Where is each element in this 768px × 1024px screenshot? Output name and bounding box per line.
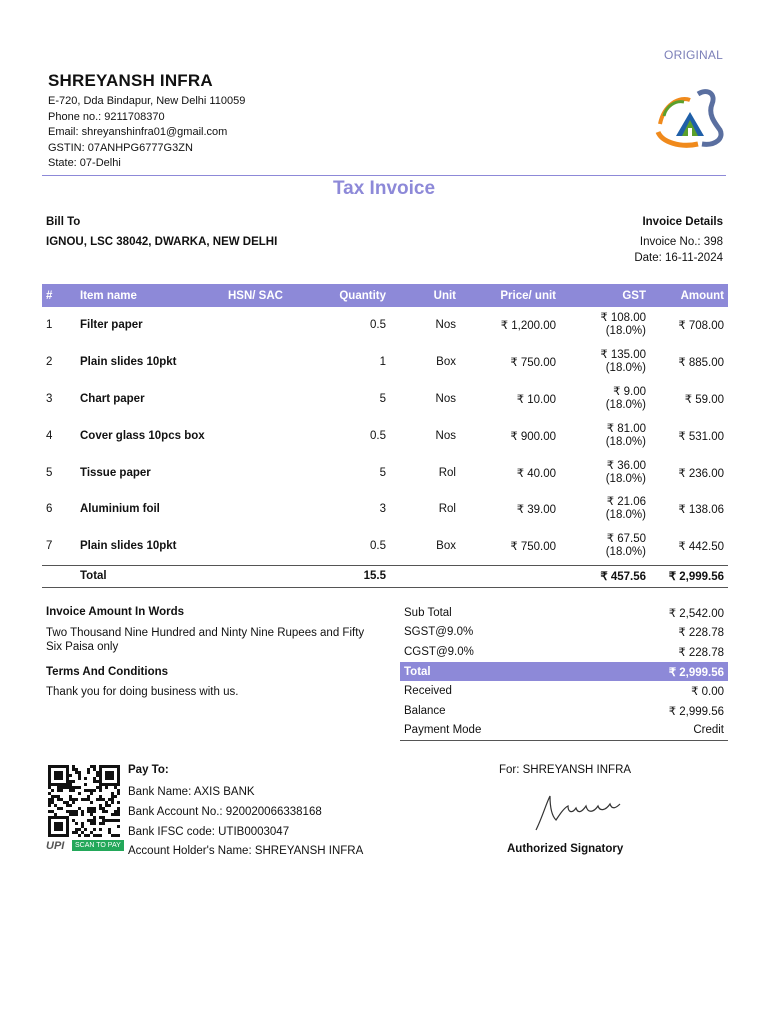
row-item-name: Aluminium foil [80, 503, 160, 516]
row-gst-rate: (18.0%) [605, 435, 646, 448]
table-body [42, 307, 728, 565]
row-amount: ₹ 236.00 [678, 467, 724, 480]
row-amount: ₹ 442.50 [678, 541, 724, 554]
col-quantity: Quantity [302, 284, 390, 307]
table-row [42, 344, 728, 381]
table-row [42, 381, 728, 418]
bill-to-name: IGNOU, LSC 38042, DWARKA, NEW DELHI [46, 236, 278, 248]
row-quantity: 5 [379, 392, 386, 405]
total-label: Total [76, 565, 224, 587]
amount-in-words-text: Two Thousand Nine Hundred and Ninty Nine Rupees and Fifty Six Paisa only [46, 627, 365, 653]
company-phone: Phone no.: 9211708370 [48, 110, 165, 123]
row-hsn [224, 344, 302, 381]
row-amount: ₹ 531.00 [678, 430, 724, 443]
row-price: ₹ 40.00 [516, 467, 556, 480]
terms-label: Terms And Conditions [46, 666, 169, 678]
company-address: E-720, Dda Bindapur, New Delhi 110059 [48, 95, 246, 107]
row-hsn [224, 491, 302, 528]
company-gstin: GSTIN: 07ANHPG6777G3ZN [48, 141, 193, 154]
authorized-signatory-label: Authorized Signatory [507, 843, 624, 855]
row-gst-rate: (18.0%) [605, 362, 646, 375]
row-amount: ₹ 885.00 [678, 357, 724, 370]
row-unit: Box [436, 540, 456, 553]
signature-image [528, 790, 626, 836]
row-hsn [224, 528, 302, 565]
row-index: 4 [46, 429, 53, 442]
row-hsn [224, 417, 302, 454]
total-amount: ₹ 2,999.56 [650, 565, 728, 587]
row-price: ₹ 10.00 [516, 393, 556, 406]
signatory-company: For: SHREYANSH INFRA [499, 764, 632, 776]
row-gst [560, 528, 650, 565]
row-item-name: Tissue paper [80, 466, 151, 479]
row-gst [560, 417, 650, 454]
col-index: # [42, 284, 76, 307]
summary-cgst: CGST@9.0% ₹ 228.78 [404, 645, 724, 659]
row-quantity: 0.5 [370, 540, 386, 553]
row-gst-amount: ₹ 36.00 [606, 459, 646, 472]
total-gst: ₹ 457.56 [560, 565, 650, 587]
company-name: SHREYANSH INFRA [48, 71, 213, 90]
table-row [42, 454, 728, 491]
row-gst-amount: ₹ 135.00 [600, 349, 646, 362]
scan-to-pay-badge: SCAN TO PAY [72, 840, 124, 851]
bank-ifsc: Bank IFSC code: UTIB0003047 [128, 825, 290, 838]
row-gst-amount: ₹ 67.50 [606, 533, 646, 546]
col-hsn: HSN/ SAC [224, 284, 302, 307]
company-logo [654, 86, 726, 152]
table-header-row [42, 284, 728, 307]
row-unit: Nos [435, 429, 456, 442]
row-quantity: 5 [379, 466, 386, 479]
row-gst [560, 381, 650, 418]
row-amount: ₹ 59.00 [684, 393, 724, 406]
col-item-name: Item name [76, 284, 224, 307]
row-amount: ₹ 708.00 [678, 320, 724, 333]
row-quantity: 0.5 [370, 319, 386, 332]
row-hsn [224, 381, 302, 418]
summary-subtotal: Sub Total ₹ 2,542.00 [404, 606, 724, 620]
row-index: 7 [46, 540, 53, 553]
summary-total: Total ₹ 2,999.56 [400, 662, 728, 682]
row-quantity: 3 [379, 503, 386, 516]
row-item-name: Chart paper [80, 392, 145, 405]
row-gst-rate: (18.0%) [605, 325, 646, 338]
row-index: 3 [46, 392, 53, 405]
row-price: ₹ 750.00 [510, 541, 556, 554]
summary-payment-mode: Payment Mode Credit [400, 721, 728, 742]
header-divider [42, 175, 726, 176]
row-gst-amount: ₹ 81.00 [606, 422, 646, 435]
bank-account-number: Bank Account No.: 920020066338168 [128, 805, 322, 818]
summary-received: Received ₹ 0.00 [404, 685, 724, 699]
row-price: ₹ 39.00 [516, 504, 556, 517]
row-amount: ₹ 138.06 [678, 504, 724, 517]
row-unit: Rol [438, 503, 456, 516]
row-gst [560, 344, 650, 381]
row-item-name: Plain slides 10pkt [80, 540, 177, 553]
terms-text: Thank you for doing business with us. [46, 686, 239, 698]
row-index: 6 [46, 503, 53, 516]
company-email: Email: shreyanshinfra01@gmail.com [48, 126, 228, 138]
row-index: 2 [46, 356, 53, 369]
row-gst-rate: (18.0%) [605, 472, 646, 485]
row-item-name: Plain slides 10pkt [80, 356, 177, 369]
row-gst-amount: ₹ 21.06 [606, 496, 646, 509]
company-info [48, 94, 245, 172]
row-gst-amount: ₹ 108.00 [600, 312, 646, 325]
row-index: 1 [46, 319, 53, 332]
company-state: State: 07-Delhi [48, 157, 121, 169]
row-price: ₹ 1,200.00 [500, 320, 556, 333]
row-gst [560, 454, 650, 491]
account-holder: Account Holder's Name: SHREYANSH INFRA [128, 845, 364, 858]
summary-panel [400, 603, 728, 741]
row-quantity: 1 [379, 356, 386, 369]
payment-qr-code [46, 765, 122, 837]
bank-name: Bank Name: AXIS BANK [128, 786, 255, 798]
summary-sgst: SGST@9.0% ₹ 228.78 [404, 626, 724, 640]
col-unit: Unit [390, 284, 460, 307]
col-amount: Amount [650, 284, 728, 307]
row-quantity: 0.5 [370, 429, 386, 442]
upi-logo: UPI [46, 840, 65, 852]
row-index: 5 [46, 466, 53, 479]
amount-in-words-label: Invoice Amount In Words [46, 606, 185, 618]
table-total-row [42, 565, 728, 587]
row-item-name: Filter paper [80, 319, 143, 332]
row-unit: Box [436, 356, 456, 369]
row-unit: Rol [438, 466, 456, 479]
row-hsn [224, 307, 302, 344]
row-gst-rate: (18.0%) [605, 398, 646, 411]
row-gst-amount: ₹ 9.00 [613, 385, 646, 398]
invoice-details-label: Invoice Details [642, 216, 723, 228]
table-row [42, 528, 728, 565]
items-table [42, 284, 728, 588]
row-hsn [224, 454, 302, 491]
pay-to-label: Pay To: [128, 764, 169, 776]
invoice-date: Date: 16-11-2024 [634, 252, 723, 264]
table-row [42, 417, 728, 454]
row-gst-rate: (18.0%) [605, 509, 646, 522]
total-quantity: 15.5 [302, 565, 390, 587]
col-gst: GST [560, 284, 650, 307]
row-gst [560, 491, 650, 528]
table-row [42, 491, 728, 528]
row-item-name: Cover glass 10pcs box [80, 429, 205, 442]
col-price: Price/ unit [460, 284, 560, 307]
bank-details [128, 783, 363, 862]
copy-type-label: ORIGINAL [664, 48, 723, 62]
summary-balance: Balance ₹ 2,999.56 [404, 704, 724, 718]
invoice-number: Invoice No.: 398 [639, 236, 723, 248]
table-row [42, 307, 728, 344]
row-gst-rate: (18.0%) [605, 546, 646, 559]
row-price: ₹ 900.00 [510, 430, 556, 443]
bill-to-label: Bill To [46, 216, 81, 228]
row-unit: Nos [435, 319, 456, 332]
row-gst [560, 307, 650, 344]
row-price: ₹ 750.00 [510, 357, 556, 370]
row-unit: Nos [435, 392, 456, 405]
document-title: Tax Invoice [332, 178, 436, 199]
